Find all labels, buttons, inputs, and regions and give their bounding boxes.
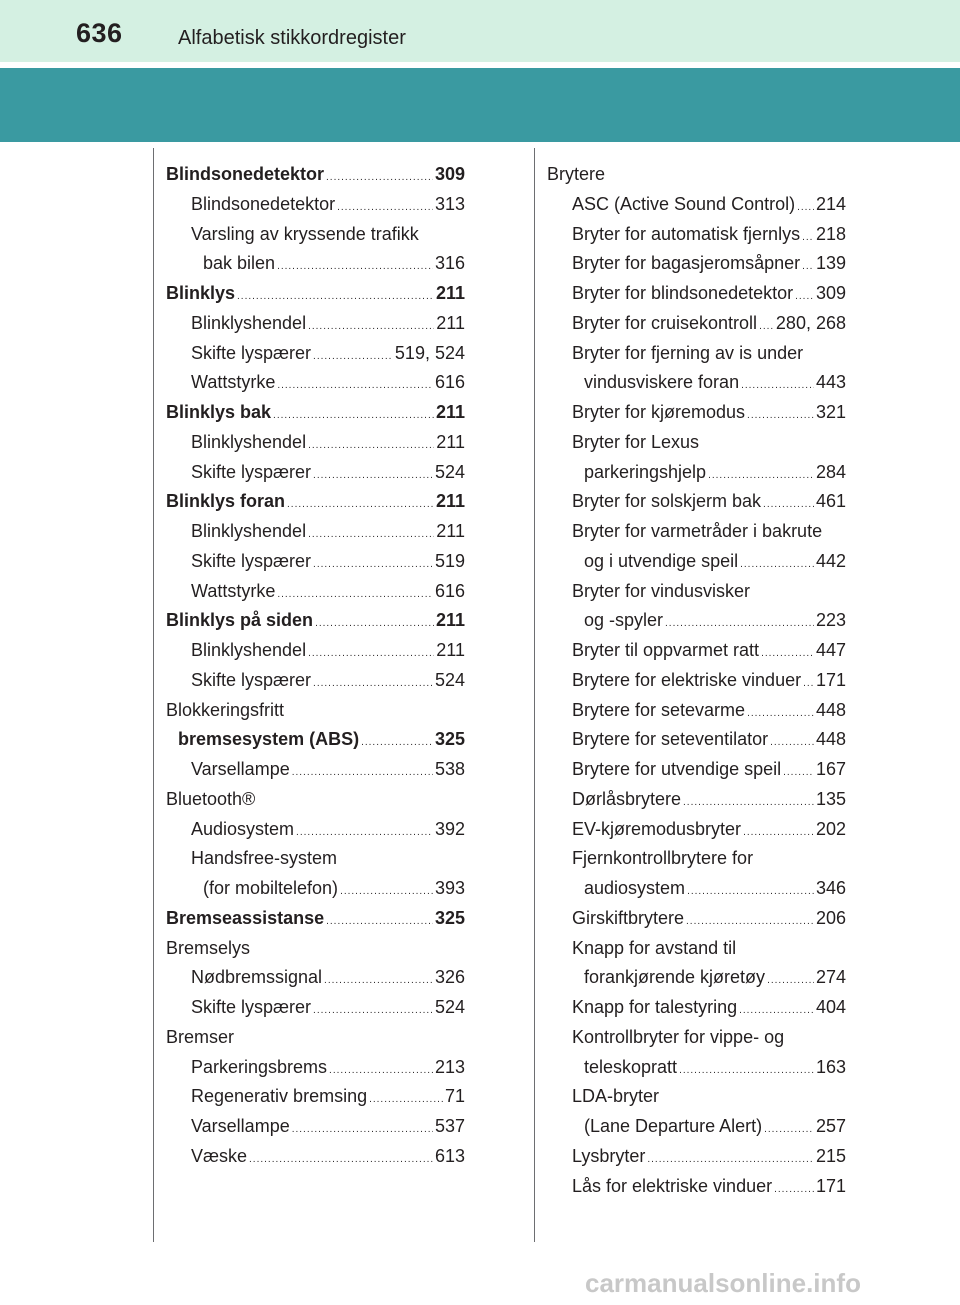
- entry-page-ref[interactable]: 218: [815, 223, 846, 244]
- index-entry: [166, 309, 465, 339]
- index-entry: [166, 368, 465, 398]
- leader-dots: [647, 1145, 814, 1172]
- leader-dots: [747, 401, 814, 428]
- leader-dots: [308, 639, 434, 666]
- index-entry: [547, 963, 846, 993]
- index-entry: [547, 904, 846, 934]
- entry-page-ref[interactable]: 442: [815, 550, 846, 571]
- entry-page-ref[interactable]: 447: [815, 640, 846, 660]
- index-entry: [547, 606, 846, 636]
- index-entry: [166, 1142, 465, 1172]
- entry-term: Blindsonedetektor: [166, 164, 325, 184]
- entry-term: Skifte lyspærer: [191, 550, 312, 571]
- leader-dots: [313, 342, 393, 369]
- leader-dots: [337, 193, 433, 220]
- entry-term: vindusviskere foran: [584, 372, 740, 393]
- entry-page-ref[interactable]: 537: [434, 1116, 465, 1136]
- entry-page-ref[interactable]: 214: [815, 193, 846, 214]
- entry-page-ref[interactable]: 223: [815, 610, 846, 631]
- leader-dots: [249, 1145, 433, 1172]
- index-entry: [547, 844, 846, 874]
- watermark: carmanualsonline.info: [585, 1268, 861, 1298]
- index-entry: [166, 725, 465, 755]
- entry-term: Brytere for elektriske vinduer: [572, 669, 802, 690]
- entry-term: Audiosystem: [191, 818, 295, 839]
- entry-term: Bryter for kjøremodus: [572, 402, 746, 422]
- entry-page-ref[interactable]: 211: [435, 491, 465, 512]
- entry-page-ref[interactable]: 280, 268: [775, 312, 846, 333]
- entry-term: Brytere: [547, 164, 606, 184]
- index-entry: [547, 1082, 846, 1112]
- entry-term: Skifte lyspærer: [191, 461, 312, 482]
- index-entry: [166, 547, 465, 577]
- leader-dots: [743, 818, 814, 845]
- entry-page-ref[interactable]: 392: [434, 818, 465, 839]
- entry-page-ref[interactable]: 202: [815, 818, 846, 839]
- entry-term: Wattstyrke: [191, 580, 276, 601]
- index-entry: [547, 458, 846, 488]
- leader-dots: [308, 431, 434, 458]
- index-entry: [166, 1053, 465, 1083]
- entry-term: Blinklys: [166, 283, 236, 303]
- leader-dots: [296, 818, 433, 845]
- entry-page-ref[interactable]: 519, 524: [394, 342, 465, 363]
- entry-term: Blokkeringsfritt: [166, 699, 285, 720]
- index-entry: [547, 1172, 846, 1202]
- entry-term: Knapp for talestyring: [572, 997, 738, 1017]
- header-band: [0, 0, 960, 62]
- entry-term: Bluetooth®: [166, 788, 256, 809]
- entry-term: Lås for elektriske vinduer: [572, 1175, 773, 1196]
- entry-page-ref[interactable]: 171: [815, 1175, 846, 1196]
- index-entry: [166, 1112, 465, 1142]
- entry-page-ref[interactable]: 135: [815, 788, 846, 809]
- entry-page-ref[interactable]: 211: [435, 610, 465, 631]
- index-entry: [166, 844, 465, 874]
- leader-dots: [313, 550, 433, 577]
- column-divider-left: [153, 148, 154, 1242]
- leader-dots: [770, 728, 814, 755]
- entry-page-ref[interactable]: 616: [434, 580, 465, 601]
- index-entry: [547, 339, 846, 369]
- entry-term: Bremselys: [166, 937, 251, 958]
- entry-page-ref[interactable]: 326: [434, 967, 465, 988]
- chapter-band: [0, 68, 960, 142]
- leader-dots: [329, 1056, 433, 1083]
- index-entry: [547, 547, 846, 577]
- entry-term: bak bilen: [203, 253, 276, 274]
- entry-term: Blinklyshendel: [191, 431, 307, 452]
- leader-dots: [739, 996, 814, 1023]
- index-entry: [547, 1142, 846, 1172]
- index-entry: [166, 190, 465, 220]
- entry-page-ref[interactable]: 284: [815, 461, 846, 482]
- leader-dots: [767, 966, 814, 993]
- entry-page-ref[interactable]: 213: [434, 1056, 465, 1077]
- index-entry: [547, 725, 846, 755]
- index-entry: [166, 606, 465, 636]
- entry-page-ref[interactable]: 211: [435, 283, 465, 303]
- index-entry: [547, 1053, 846, 1083]
- leader-dots: [759, 312, 774, 339]
- leader-dots: [741, 371, 814, 398]
- entry-page-ref[interactable]: 211: [436, 312, 465, 333]
- entry-term: teleskopratt: [584, 1056, 678, 1077]
- index-entry: [166, 1082, 465, 1112]
- entry-page-ref[interactable]: 524: [434, 997, 465, 1017]
- entry-page-ref[interactable]: 163: [815, 1056, 846, 1077]
- entry-term: Bryter for solskjerm bak: [572, 491, 762, 512]
- index-entry: [547, 398, 846, 428]
- leader-dots: [308, 312, 434, 339]
- index-entry: [547, 487, 846, 517]
- entry-term: og i utvendige speil: [584, 550, 739, 571]
- entry-page-ref[interactable]: 524: [434, 669, 465, 690]
- entry-page-ref[interactable]: 393: [434, 878, 465, 898]
- leader-dots: [313, 996, 433, 1023]
- index-entry: [547, 755, 846, 785]
- index-entry: [166, 517, 465, 547]
- entry-term: (Lane Departure Alert): [584, 1116, 763, 1136]
- entry-term: Blinklys foran: [166, 491, 286, 512]
- entry-term: Brytere for setevarme: [572, 699, 746, 720]
- entry-page-ref[interactable]: 325: [434, 729, 465, 750]
- index-entry: [547, 428, 846, 458]
- entry-page-ref[interactable]: 167: [815, 759, 846, 779]
- leader-dots: [340, 877, 433, 904]
- index-entry: [547, 636, 846, 666]
- entry-page-ref[interactable]: 325: [434, 907, 465, 928]
- entry-term: Væske: [191, 1145, 248, 1166]
- entry-term: Knapp for avstand til: [572, 937, 737, 958]
- entry-term: Bryter til oppvarmet ratt: [572, 640, 760, 660]
- entry-term: Kontrollbryter for vippe- og: [572, 1026, 785, 1047]
- leader-dots: [802, 223, 814, 250]
- entry-term: Parkeringsbrems: [191, 1056, 328, 1077]
- entry-term: Dørlåsbrytere: [572, 788, 682, 809]
- index-entry: [547, 368, 846, 398]
- index-entry: [166, 993, 465, 1023]
- entry-page-ref[interactable]: 524: [434, 461, 465, 482]
- index-entry: [166, 904, 465, 934]
- leader-dots: [683, 788, 814, 815]
- leader-dots: [287, 490, 434, 517]
- entry-term: Varsellampe: [191, 759, 290, 779]
- leader-dots: [783, 758, 814, 785]
- index-entry: [166, 815, 465, 845]
- entry-term: Blinklyshendel: [191, 640, 307, 660]
- index-entry: [547, 279, 846, 309]
- index-entry: [166, 428, 465, 458]
- index-entry: [547, 874, 846, 904]
- index-entry: [547, 1112, 846, 1142]
- index-entry: [547, 785, 846, 815]
- leader-dots: [277, 371, 433, 398]
- entry-page-ref[interactable]: 211: [435, 402, 465, 422]
- entry-page-ref[interactable]: 206: [815, 907, 846, 928]
- leader-dots: [369, 1085, 443, 1112]
- entry-term: og -spyler: [584, 610, 664, 631]
- leader-dots: [797, 193, 814, 220]
- entry-term: Blinklyshendel: [191, 521, 307, 541]
- index-entry: [547, 249, 846, 279]
- leader-dots: [708, 461, 814, 488]
- index-column-right: [547, 160, 846, 1201]
- entry-term: Bremseassistanse: [166, 907, 325, 928]
- entry-term: Bryter for automatisk fjernlys: [572, 223, 801, 244]
- entry-page-ref[interactable]: 448: [815, 699, 846, 720]
- entry-page-ref[interactable]: 538: [434, 759, 465, 779]
- entry-term: Bryter for blindsonedetektor: [572, 283, 794, 303]
- entry-page-ref[interactable]: 613: [434, 1145, 465, 1166]
- entry-term: Blinklyshendel: [191, 312, 307, 333]
- section-title: Alfabetisk stikkordregister: [178, 27, 406, 49]
- entry-term: Nødbremssignal: [191, 967, 323, 988]
- entry-page-ref[interactable]: 321: [815, 402, 846, 422]
- entry-term: Girskiftbrytere: [572, 907, 685, 928]
- index-entry: [166, 934, 465, 964]
- leader-dots: [802, 252, 814, 279]
- entry-page-ref[interactable]: 316: [434, 253, 465, 274]
- entry-page-ref[interactable]: 71: [444, 1086, 465, 1107]
- entry-term: audiosystem: [584, 878, 686, 898]
- leader-dots: [361, 728, 433, 755]
- index-entry: [547, 160, 846, 190]
- index-entry: [166, 636, 465, 666]
- page-number: 636: [76, 18, 123, 48]
- index-entry: [166, 458, 465, 488]
- entry-term: Brytere for seteventilator: [572, 729, 769, 750]
- leader-dots: [313, 669, 433, 696]
- leader-dots: [747, 699, 814, 726]
- index-entry: [547, 517, 846, 547]
- leader-dots: [761, 639, 814, 666]
- entry-page-ref[interactable]: 257: [815, 1116, 846, 1136]
- leader-dots: [277, 580, 433, 607]
- entry-term: Bremser: [166, 1026, 235, 1047]
- entry-term: Skifte lyspærer: [191, 997, 312, 1017]
- index-entry: [166, 220, 465, 250]
- leader-dots: [803, 669, 814, 696]
- entry-term: Bryter for Lexus: [572, 431, 700, 452]
- leader-dots: [277, 252, 433, 279]
- entry-page-ref[interactable]: 171: [815, 669, 846, 690]
- index-entry: [166, 279, 465, 309]
- index-entry: [166, 487, 465, 517]
- entry-term: Bryter for vindusvisker: [572, 580, 751, 601]
- index-entry: [166, 696, 465, 726]
- entry-term: Skifte lyspærer: [191, 669, 312, 690]
- entry-page-ref[interactable]: 461: [815, 491, 846, 512]
- entry-page-ref[interactable]: 519: [434, 550, 465, 571]
- entry-page-ref[interactable]: 215: [815, 1145, 846, 1166]
- index-entry: [547, 309, 846, 339]
- entry-term: Bryter for cruisekontroll: [572, 312, 758, 333]
- leader-dots: [273, 401, 434, 428]
- entry-page-ref[interactable]: 139: [815, 253, 846, 274]
- leader-dots: [763, 490, 814, 517]
- entry-page-ref[interactable]: 443: [815, 372, 846, 393]
- entry-page-ref[interactable]: 309: [815, 283, 846, 303]
- leader-dots: [665, 609, 814, 636]
- leader-dots: [679, 1056, 814, 1083]
- entry-page-ref[interactable]: 274: [815, 967, 846, 988]
- index-entry: [547, 993, 846, 1023]
- leader-dots: [313, 461, 433, 488]
- index-entry: [166, 874, 465, 904]
- index-entry: [166, 249, 465, 279]
- index-column-left: [166, 160, 465, 1172]
- index-entry: [166, 1023, 465, 1053]
- index-entry: [166, 666, 465, 696]
- entry-term: (for mobiltelefon): [203, 878, 339, 898]
- entry-term: Handsfree-system: [191, 848, 338, 869]
- leader-dots: [326, 163, 433, 190]
- entry-term: Blindsonedetektor: [191, 193, 336, 214]
- entry-term: Fjernkontrollbrytere for: [572, 848, 754, 869]
- index-entry: [547, 666, 846, 696]
- leader-dots: [686, 907, 814, 934]
- index-entry: [547, 220, 846, 250]
- entry-term: parkeringshjelp: [584, 461, 707, 482]
- leader-dots: [292, 758, 433, 785]
- entry-page-ref[interactable]: 211: [436, 431, 465, 452]
- leader-dots: [326, 907, 433, 934]
- index-entry: [166, 785, 465, 815]
- entry-page-ref[interactable]: 616: [434, 372, 465, 393]
- leader-dots: [308, 520, 434, 547]
- index-entry: [547, 1023, 846, 1053]
- entry-page-ref[interactable]: 313: [434, 193, 465, 214]
- entry-page-ref[interactable]: 309: [434, 164, 465, 184]
- leader-dots: [315, 609, 434, 636]
- leader-dots: [292, 1115, 433, 1142]
- index-entry: [166, 755, 465, 785]
- leader-dots: [687, 877, 814, 904]
- entry-term: Bryter for varmetråder i bakrute: [572, 521, 823, 541]
- entry-term: Blinklys bak: [166, 402, 272, 422]
- leader-dots: [774, 1175, 814, 1202]
- entry-page-ref[interactable]: 346: [815, 878, 846, 898]
- entry-term: Brytere for utvendige speil: [572, 759, 782, 779]
- entry-page-ref[interactable]: 211: [436, 640, 465, 660]
- entry-term: forankjørende kjøretøy: [584, 967, 766, 988]
- index-entry: [166, 963, 465, 993]
- entry-term: Varsling av kryssende trafikk: [191, 223, 419, 244]
- index-entry: [547, 696, 846, 726]
- entry-term: Bryter for fjerning av is under: [572, 342, 804, 363]
- column-divider-middle: [534, 148, 535, 1242]
- entry-term: Blinklys på siden: [166, 610, 314, 631]
- entry-term: bremsesystem (ABS): [178, 729, 360, 750]
- index-entry: [166, 398, 465, 428]
- entry-term: Wattstyrke: [191, 372, 276, 393]
- index-entry: [166, 160, 465, 190]
- leader-dots: [795, 282, 814, 309]
- entry-term: ASC (Active Sound Control): [572, 193, 796, 214]
- entry-term: Lysbryter: [572, 1145, 646, 1166]
- entry-page-ref[interactable]: 211: [436, 521, 465, 541]
- entry-term: EV-kjøremodusbryter: [572, 818, 742, 839]
- entry-term: Bryter for bagasjeromsåpner: [572, 253, 801, 274]
- index-entry: [547, 577, 846, 607]
- entry-term: Varsellampe: [191, 1116, 290, 1136]
- entry-page-ref[interactable]: 448: [815, 729, 846, 750]
- entry-term: Regenerativ bremsing: [191, 1086, 368, 1107]
- leader-dots: [764, 1115, 814, 1142]
- index-entry: [166, 577, 465, 607]
- entry-term: Skifte lyspærer: [191, 342, 312, 363]
- entry-page-ref[interactable]: 404: [815, 997, 846, 1017]
- leader-dots: [237, 282, 434, 309]
- index-entry: [547, 815, 846, 845]
- index-entry: [166, 339, 465, 369]
- index-entry: [547, 190, 846, 220]
- leader-dots: [324, 966, 433, 993]
- leader-dots: [740, 550, 814, 577]
- entry-term: LDA-bryter: [572, 1086, 660, 1107]
- index-entry: [547, 934, 846, 964]
